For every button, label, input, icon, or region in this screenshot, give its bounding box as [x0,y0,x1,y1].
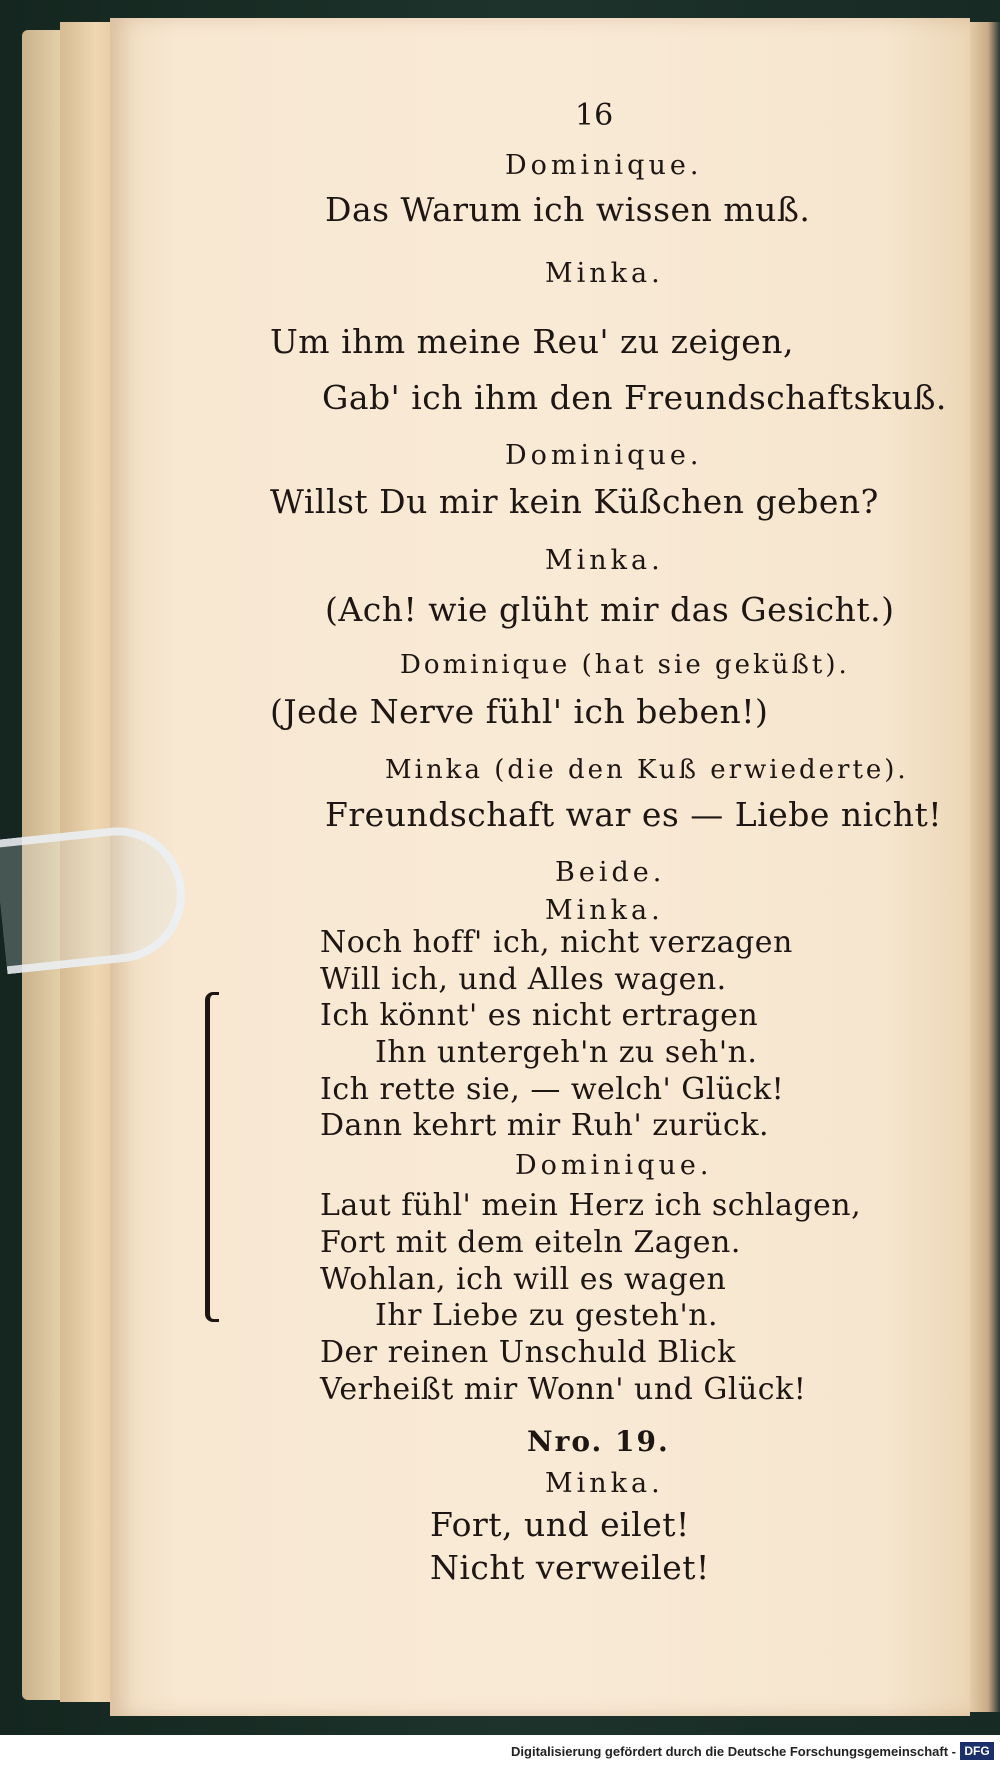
verse-line: Um ihm meine Reu' zu zeigen, [270,322,795,361]
verse-line: Ich rette sie, — welch' Glück! [320,1072,785,1107]
verse-line: Laut fühl' mein Herz ich schlagen, [320,1188,862,1223]
verse-line: Der reinen Unschuld Blick [320,1335,736,1370]
speaker-label: Minka. [545,545,664,576]
speaker-label: Dominique. [505,440,703,471]
speaker-label: Beide. [555,857,666,888]
verse-line: Wohlan, ich will es wagen [320,1262,727,1297]
number-heading: Nro. 19. [527,1425,670,1458]
dfg-logo-icon: DFG [960,1742,994,1760]
show-through-smudge [720,160,729,193]
verse-line: (Jede Nerve fühl' ich beben!) [270,692,769,731]
book-page [110,18,970,1716]
verse-line: Freundschaft war es — Liebe nicht! [325,795,942,834]
speaker-label: Minka. [545,1468,664,1499]
page-edge-right [970,22,1000,1712]
footer-bar [0,1735,1000,1765]
speaker-label: Minka. [545,258,664,289]
speaker-label: Minka. [545,895,664,926]
verse-line: Ihn untergeh'n zu seh'n. [375,1035,758,1070]
page-number: 16 [575,98,614,133]
verse-line: Nicht verweilet! [430,1548,710,1587]
verse-line: (Ach! wie glüht mir das Gesicht.) [325,590,895,629]
duet-bracket [205,992,219,1322]
verse-line: Das Warum ich wissen muß. [325,190,811,229]
verse-line: Gab' ich ihm den Freundschaftskuß. [322,378,947,417]
verse-line: Verheißt mir Wonn' und Glück! [320,1372,807,1407]
verse-line: Will ich, und Alles wagen. [320,962,727,997]
verse-line: Willst Du mir kein Küßchen geben? [270,482,879,521]
verse-line: Ich könnt' es nicht ertragen [320,998,759,1033]
verse-line: Dann kehrt mir Ruh' zurück. [320,1108,770,1143]
speaker-label: Minka (die den Kuß erwiederte). [385,755,909,785]
verse-line: Ihr Liebe zu gesteh'n. [375,1298,719,1333]
speaker-label: Dominique. [515,1150,713,1181]
verse-line: Noch hoff' ich, nicht verzagen [320,925,793,960]
speaker-label: Dominique. [505,150,703,181]
funding-credit: Digitalisierung gefördert durch die Deutsche Forschungsgemeinschaft - [511,1744,956,1759]
verse-line: Fort mit dem eiteln Zagen. [320,1225,741,1260]
verse-line: Fort, und eilet! [430,1505,690,1544]
speaker-label: Dominique (hat sie geküßt). [400,650,850,680]
